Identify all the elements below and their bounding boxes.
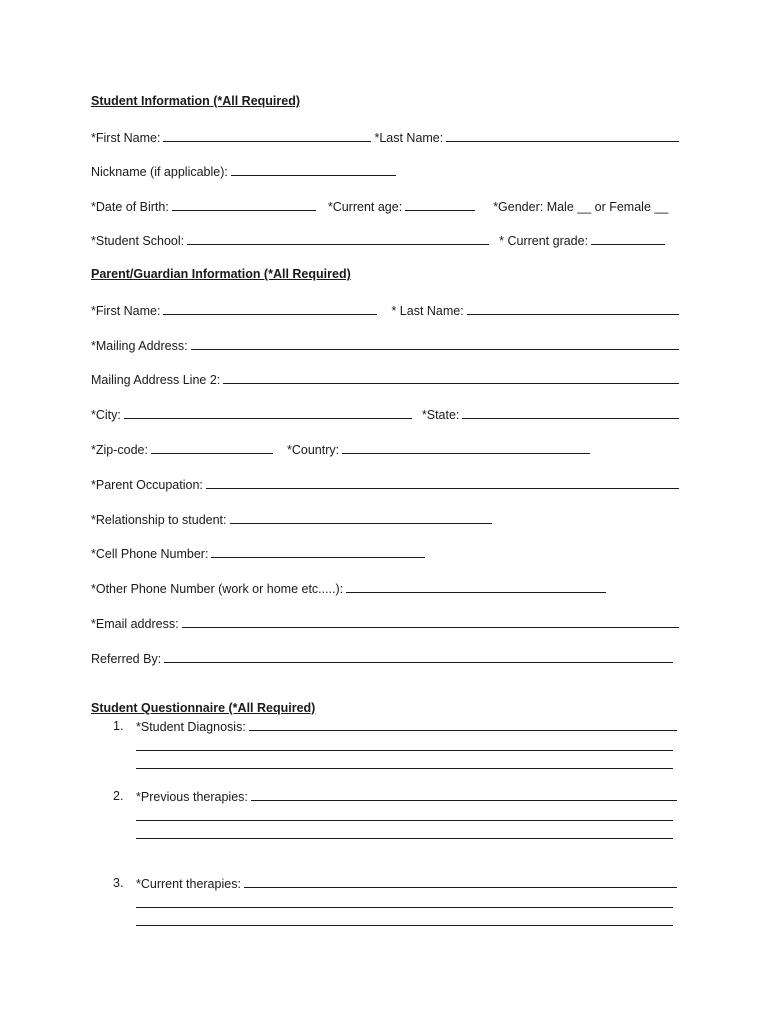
question-1-extra-line[interactable]	[136, 767, 673, 769]
relationship-row	[91, 509, 679, 527]
state-field[interactable]	[462, 417, 679, 419]
city-state-row	[91, 404, 679, 422]
question-3-extra-line[interactable]	[136, 924, 673, 926]
occupation-field[interactable]	[206, 487, 679, 489]
parent-info-heading: Parent/Guardian Information (*All Required)	[91, 267, 351, 281]
referred-by-field[interactable]	[164, 661, 673, 663]
student-school-field[interactable]	[187, 243, 489, 245]
city-field[interactable]	[124, 417, 412, 419]
nickname-field[interactable]	[231, 174, 396, 176]
cell-phone-field[interactable]	[211, 556, 425, 558]
cell-phone-label: *Cell Phone Number:	[91, 547, 209, 561]
country-label: *Country:	[286, 443, 340, 457]
student-info-heading: Student Information (*All Required)	[91, 94, 301, 108]
student-last-name-label: *Last Name:	[374, 131, 444, 145]
email-field[interactable]	[182, 626, 679, 628]
nickname-label: Nickname (if applicable):	[91, 165, 228, 179]
occupation-row	[91, 474, 679, 492]
country-field[interactable]	[342, 452, 590, 454]
school-row	[91, 230, 679, 248]
gender-label[interactable]: *Gender: Male __ or Female __	[493, 200, 669, 214]
student-first-name-field[interactable]	[163, 140, 371, 142]
question-2-field[interactable]	[251, 799, 677, 801]
dob-row	[91, 196, 679, 214]
question-3-field[interactable]	[244, 886, 677, 888]
zip-field[interactable]	[151, 452, 273, 454]
question-2-number: 2.	[113, 789, 124, 803]
mailing-address-row	[91, 335, 679, 353]
referred-by-label: Referred By:	[91, 652, 162, 666]
parent-last-name-field[interactable]	[467, 313, 679, 315]
question-2-extra-line[interactable]	[136, 819, 673, 821]
student-last-name-field[interactable]	[446, 140, 679, 142]
email-row	[91, 613, 679, 631]
question-1-field[interactable]	[249, 729, 677, 731]
questionnaire-heading: Student Questionnaire (*All Required)	[91, 701, 316, 715]
student-name-row	[91, 127, 679, 145]
city-label: *City:	[91, 408, 121, 422]
parent-name-row	[91, 300, 679, 318]
question-3-label: *Current therapies:	[136, 877, 241, 891]
question-2-extra-line[interactable]	[136, 837, 673, 839]
student-school-label: *Student School:	[91, 234, 185, 248]
email-label: *Email address:	[91, 617, 179, 631]
parent-first-name-field[interactable]	[163, 313, 377, 315]
zip-country-row	[91, 439, 679, 457]
current-grade-label: * Current grade:	[499, 234, 589, 248]
zip-label: *Zip-code:	[91, 443, 148, 457]
dob-label: *Date of Birth:	[91, 200, 169, 214]
other-phone-row	[91, 578, 679, 596]
question-3-number: 3.	[113, 876, 124, 890]
relationship-label: *Relationship to student:	[91, 513, 227, 527]
question-2-row	[136, 786, 677, 804]
question-1-label: *Student Diagnosis:	[136, 720, 246, 734]
cell-phone-row	[91, 543, 679, 561]
question-3-extra-line[interactable]	[136, 906, 673, 908]
mailing-address-field[interactable]	[191, 348, 679, 350]
mailing-address-2-field[interactable]	[223, 382, 679, 384]
relationship-field[interactable]	[230, 522, 492, 524]
current-age-field[interactable]	[405, 209, 475, 211]
parent-last-name-label: * Last Name:	[391, 304, 464, 318]
mailing-address-2-row	[91, 369, 679, 387]
parent-first-name-label: *First Name:	[91, 304, 161, 318]
question-1-row	[136, 716, 677, 734]
question-1-number: 1.	[113, 719, 124, 733]
other-phone-label: *Other Phone Number (work or home etc.....):	[91, 582, 344, 596]
current-grade-field[interactable]	[591, 243, 665, 245]
nickname-row	[91, 161, 679, 179]
mailing-address-2-label: Mailing Address Line 2:	[91, 373, 221, 387]
mailing-address-label: *Mailing Address:	[91, 339, 188, 353]
question-2-label: *Previous therapies:	[136, 790, 248, 804]
state-label: *State:	[421, 408, 460, 422]
other-phone-field[interactable]	[346, 591, 606, 593]
current-age-label: *Current age:	[327, 200, 403, 214]
question-1-extra-line[interactable]	[136, 749, 673, 751]
student-first-name-label: *First Name:	[91, 131, 161, 145]
question-3-row	[136, 873, 677, 891]
referred-by-row	[91, 648, 673, 666]
occupation-label: *Parent Occupation:	[91, 478, 203, 492]
dob-field[interactable]	[172, 209, 316, 211]
